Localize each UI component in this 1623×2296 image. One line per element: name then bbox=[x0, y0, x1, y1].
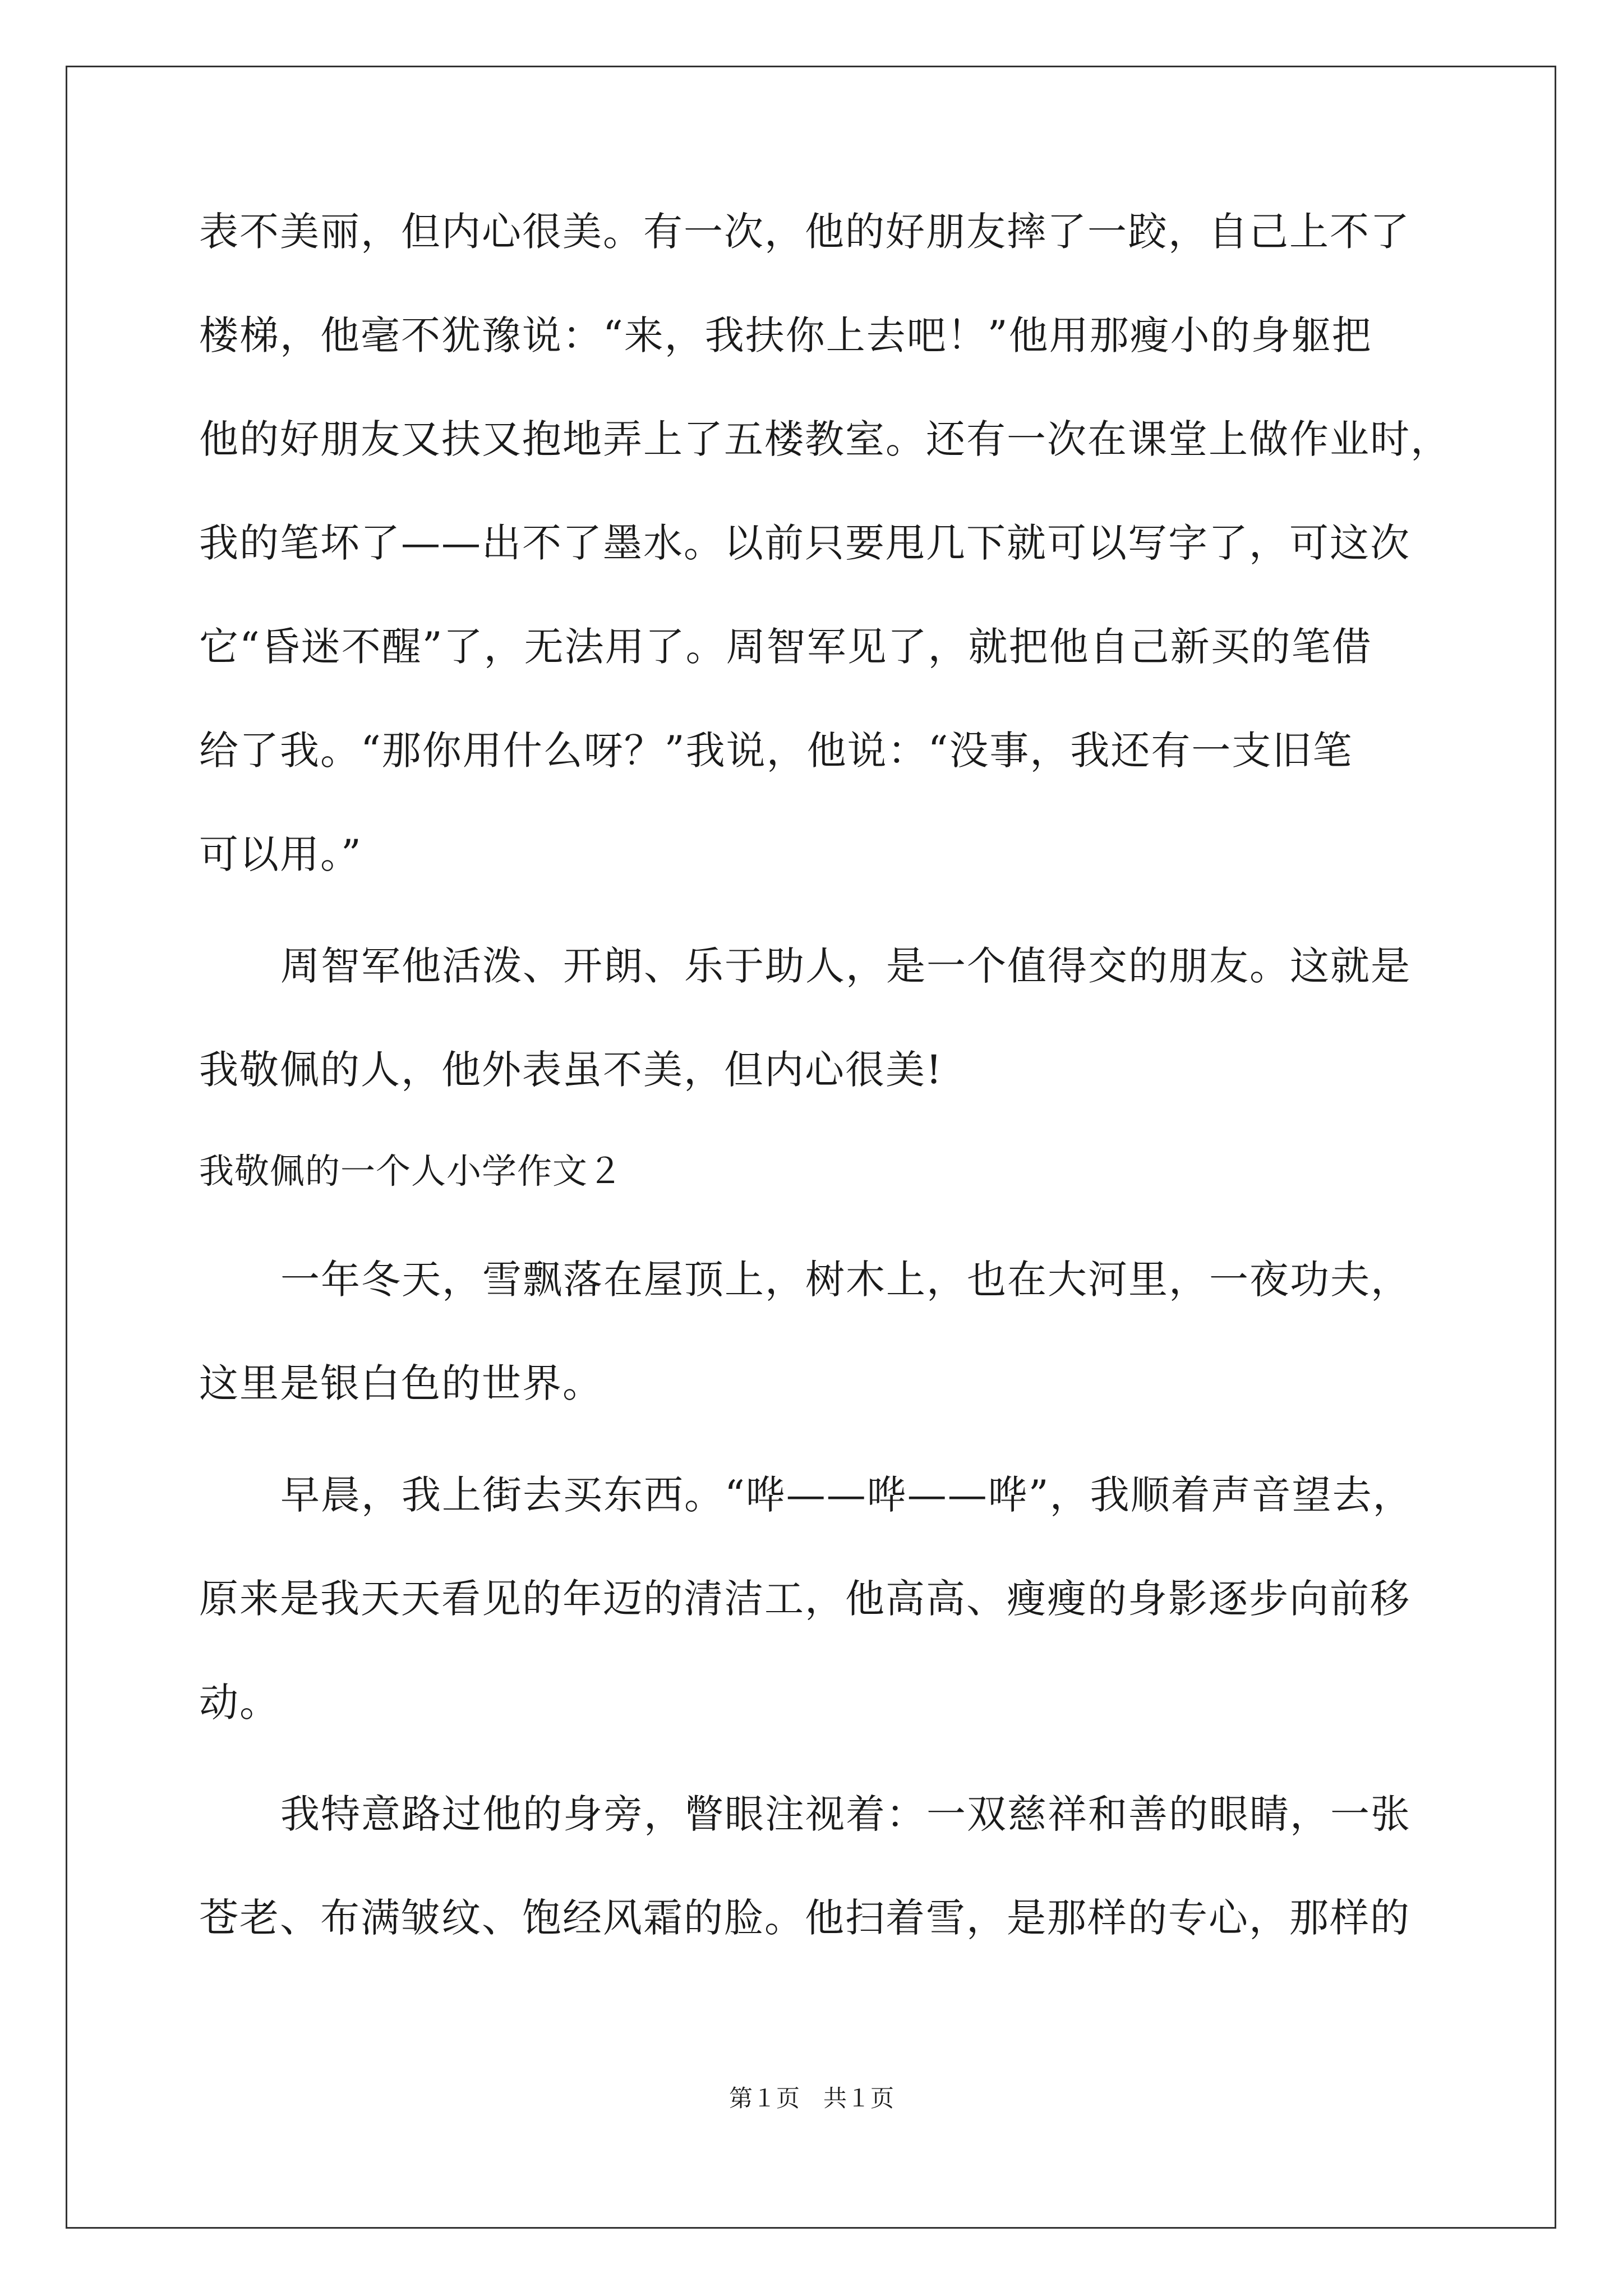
text-line: 早晨，我上街去买东西。“哗——哗——哗”，我顺着声音望去， bbox=[280, 1472, 1413, 1518]
paragraph-3 bbox=[199, 1259, 1422, 1404]
text-line: 我敬佩的人，他外表虽不美，但内心很美! bbox=[199, 1047, 943, 1093]
paragraph-2 bbox=[199, 943, 1422, 1093]
text-line: 可以用。” bbox=[199, 831, 362, 877]
paragraph-5 bbox=[199, 1791, 1422, 1941]
text-line: 我特意路过他的身旁，瞥眼注视着：一双慈祥和善的眼睛，一张 bbox=[280, 1791, 1411, 1837]
page-footer: 第１页 共１页 bbox=[728, 2085, 894, 2112]
text-line: 给了我。“那你用什么呀？”我说，他说：“没事，我还有一支旧笔 bbox=[199, 728, 1353, 774]
paragraph-1 bbox=[199, 209, 1451, 877]
text-line: 苍老、布满皱纹、饱经风霜的脸。他扫着雪，是那样的专心，那样的 bbox=[199, 1895, 1410, 1941]
text-line: 楼梯，他毫不犹豫说：“来，我扶你上去吧！”他用那瘦小的身躯把 bbox=[199, 312, 1372, 358]
text-line: 动。 bbox=[199, 1680, 280, 1726]
text-line: 周智军他活泼、开朗、乐于助人，是一个值得交的朋友。这就是 bbox=[280, 943, 1411, 989]
text-line: 表不美丽，但内心很美。有一次，他的好朋友摔了一跤，自己上不了 bbox=[199, 209, 1410, 255]
section-heading: 我敬佩的一个人小学作文２ bbox=[199, 1151, 624, 1191]
text-line: 我的笔坏了——出不了墨水。以前只要甩几下就可以写字了，可这次 bbox=[199, 520, 1410, 566]
text-line: 他的好朋友又扶又抱地弄上了五楼教室。还有一次在课堂上做作业时， bbox=[199, 416, 1451, 462]
document-body bbox=[199, 209, 1451, 2001]
text-line: 原来是我天天看见的年迈的清洁工，他高高、瘦瘦的身影逐步向前移 bbox=[199, 1576, 1410, 1622]
text-line: 它“昏迷不醒”了，无法用了。周智军见了，就把他自己新买的笔借 bbox=[199, 624, 1372, 670]
text-line: 一年冬天，雪飘落在屋顶上，树木上，也在大河里，一夜功夫， bbox=[280, 1257, 1411, 1303]
text-line: 这里是银白色的世界。 bbox=[199, 1360, 603, 1406]
paragraph-4 bbox=[199, 1472, 1422, 1726]
